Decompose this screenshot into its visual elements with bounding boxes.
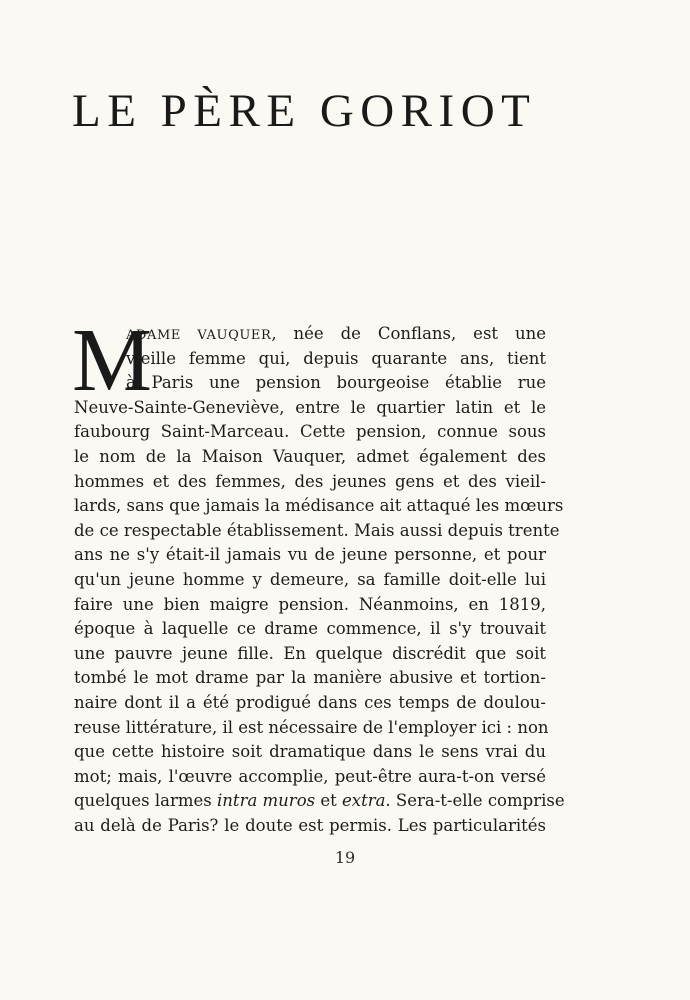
text-line-9: de ce respectable établissement. Mais aussi depuis trente [74, 520, 560, 540]
text-line-8: lards, sans que jamais la médisance ait attaqué les mœurs [74, 496, 564, 516]
text-line-3: à Paris une pension bourgeoise établie rue [126, 373, 546, 393]
text-line-6: le nom de la Maison Vauquer, admet également des [74, 446, 546, 466]
text-line-18: que cette histoire soit dramatique dans le sens vrai du [74, 742, 546, 762]
chapter-title: LE PÈRE GORIOT [72, 85, 537, 137]
small-caps-name: ADAME VAUQUER [126, 328, 272, 343]
text-line-19: mot; mais, l'œuvre accomplie, peut-être aura-t-on versé [74, 766, 546, 786]
text-line-17: reuse littérature, il est nécessaire de l'employer ici : non [74, 717, 549, 737]
text-line-16: naire dont il a été prodigué dans ces temps de doulou- [74, 692, 546, 712]
line-segment: Sera-t-elle comprise [390, 791, 565, 811]
first-line-rest: , née de Conflans, est une [271, 324, 546, 343]
text-line-14: une pauvre jeune fille. En quelque discrédit que soit [74, 643, 546, 663]
page-number: 19 [334, 848, 356, 867]
text-line-20 [74, 789, 565, 814]
text-line-15: tombé le mot drame par la manière abusive et tortion- [74, 668, 546, 688]
line-segment: et [315, 791, 342, 811]
text-line-21: au delà de Paris? le doute est permis. Les particularités [74, 815, 546, 835]
text-line-13: époque à laquelle ce drame commence, il s'y trouvait [74, 619, 546, 639]
text-line-10: ans ne s'y était-il jamais vu de jeune personne, et pour [74, 545, 546, 565]
text-line-2: vieille femme qui, depuis quarante ans, tient [126, 348, 546, 368]
italic-phrase: extra. [342, 791, 391, 811]
text-line-5: faubourg Saint-Marceau. Cette pension, connue sous [74, 422, 546, 442]
text-line-1 [126, 322, 546, 347]
italic-phrase: intra muros [217, 791, 316, 811]
text-line-12: faire une bien maigre pension. Néanmoins, en 1819, [74, 594, 546, 614]
text-line-11: qu'un jeune homme y demeure, sa famille doit-elle lui [74, 569, 546, 589]
text-line-4: Neuve-Sainte-Geneviève, entre le quartier latin et le [74, 397, 546, 417]
text-line-7: hommes et des femmes, des jeunes gens et des vieil- [74, 471, 546, 491]
drop-cap-initial: M [72, 311, 153, 410]
line-segment: quelques larmes [74, 791, 218, 811]
body-text [72, 311, 565, 838]
